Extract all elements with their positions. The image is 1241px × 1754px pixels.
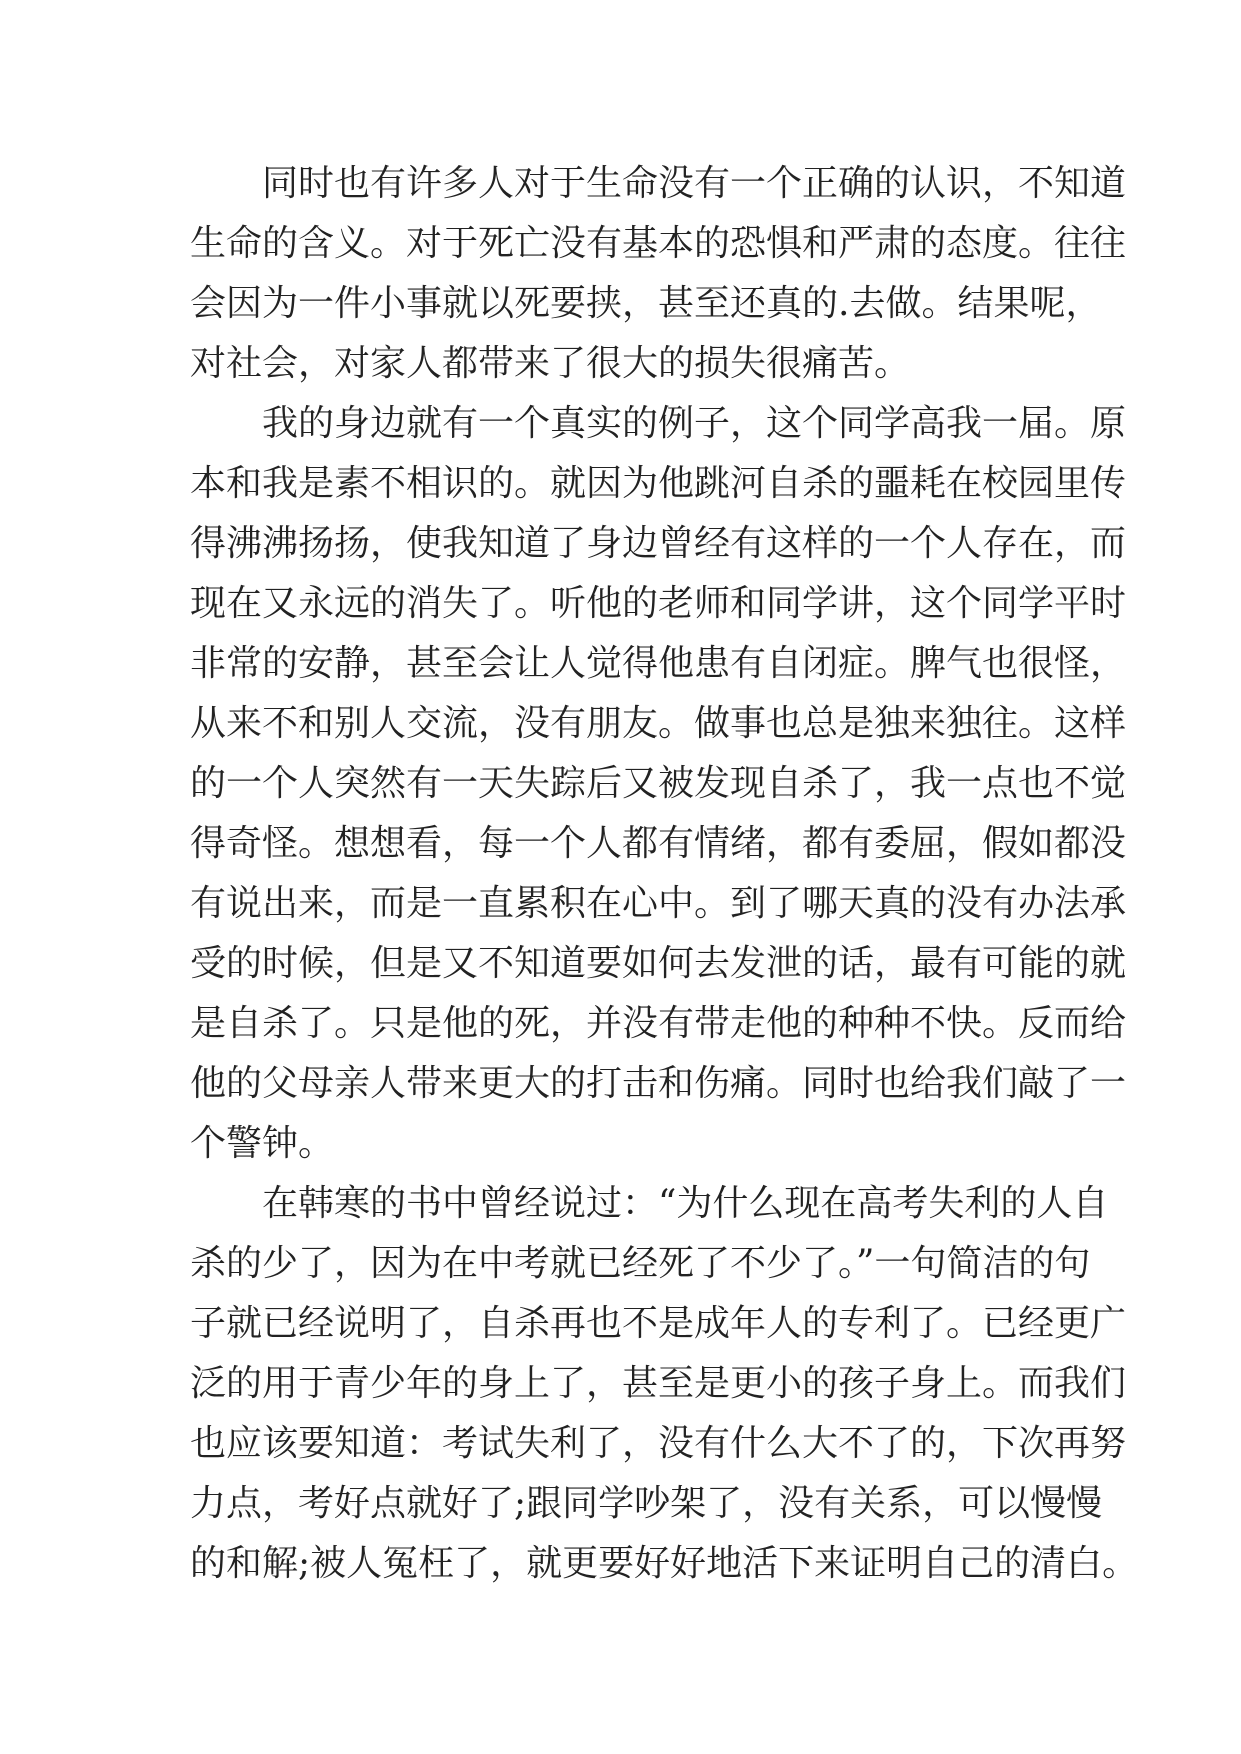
text-line: 同时也有许多人对于生命没有一个正确的认识，不知道 bbox=[190, 163, 1127, 204]
text-line: 的和解;被人冤枉了，就更要好好地活下来证明自己的清白。 bbox=[190, 1543, 1139, 1584]
document-body bbox=[190, 154, 1139, 1594]
text-line: 对社会，对家人都带来了很大的损失很痛苦。 bbox=[190, 343, 911, 384]
text-line: 本和我是素不相识的。就因为他跳河自杀的噩耗在校园里传 bbox=[190, 463, 1127, 504]
text-line: 从来不和别人交流，没有朋友。做事也总是独来独往。这样 bbox=[190, 703, 1127, 744]
paragraph-3 bbox=[190, 1174, 1139, 1594]
text-line: 得沸沸扬扬，使我知道了身边曾经有这样的一个人存在，而 bbox=[190, 523, 1127, 564]
text-line: 力点，考好点就好了;跟同学吵架了，没有关系，可以慢慢 bbox=[190, 1483, 1103, 1524]
text-line: 现在又永远的消失了。听他的老师和同学讲，这个同学平时 bbox=[190, 583, 1127, 624]
paragraph-2 bbox=[190, 394, 1127, 1174]
text-line: 也应该要知道：考试失利了，没有什么大不了的，下次再努 bbox=[190, 1423, 1127, 1464]
text-line: 的一个人突然有一天失踪后又被发现自杀了，我一点也不觉 bbox=[190, 763, 1127, 804]
text-line: 会因为一件小事就以死要挟，甚至还真的.去做。结果呢， bbox=[190, 283, 1102, 324]
text-line: 得奇怪。想想看，每一个人都有情绪，都有委屈，假如都没 bbox=[190, 823, 1127, 864]
text-line: 有说出来，而是一直累积在心中。到了哪天真的没有办法承 bbox=[190, 883, 1127, 924]
text-line: 我的身边就有一个真实的例子，这个同学高我一届。原 bbox=[190, 403, 1127, 444]
text-line: 子就已经说明了，自杀再也不是成年人的专利了。已经更广 bbox=[190, 1303, 1127, 1344]
text-line: 泛的用于青少年的身上了，甚至是更小的孩子身上。而我们 bbox=[190, 1363, 1127, 1404]
text-line: 杀的少了，因为在中考就已经死了不少了。”一句简洁的句 bbox=[190, 1243, 1091, 1284]
text-line: 受的时候，但是又不知道要如何去发泄的话，最有可能的就 bbox=[190, 943, 1127, 984]
text-line: 非常的安静，甚至会让人觉得他患有自闭症。脾气也很怪， bbox=[190, 643, 1127, 684]
text-line: 是自杀了。只是他的死，并没有带走他的种种不快。反而给 bbox=[190, 1003, 1127, 1044]
text-line: 生命的含义。对于死亡没有基本的恐惧和严肃的态度。往往 bbox=[190, 223, 1127, 264]
paragraph-1 bbox=[190, 154, 1127, 394]
text-line: 在韩寒的书中曾经说过：“为什么现在高考失利的人自 bbox=[190, 1183, 1109, 1224]
text-line: 个警钟。 bbox=[190, 1123, 335, 1164]
text-line: 他的父母亲人带来更大的打击和伤痛。同时也给我们敲了一 bbox=[190, 1063, 1127, 1104]
